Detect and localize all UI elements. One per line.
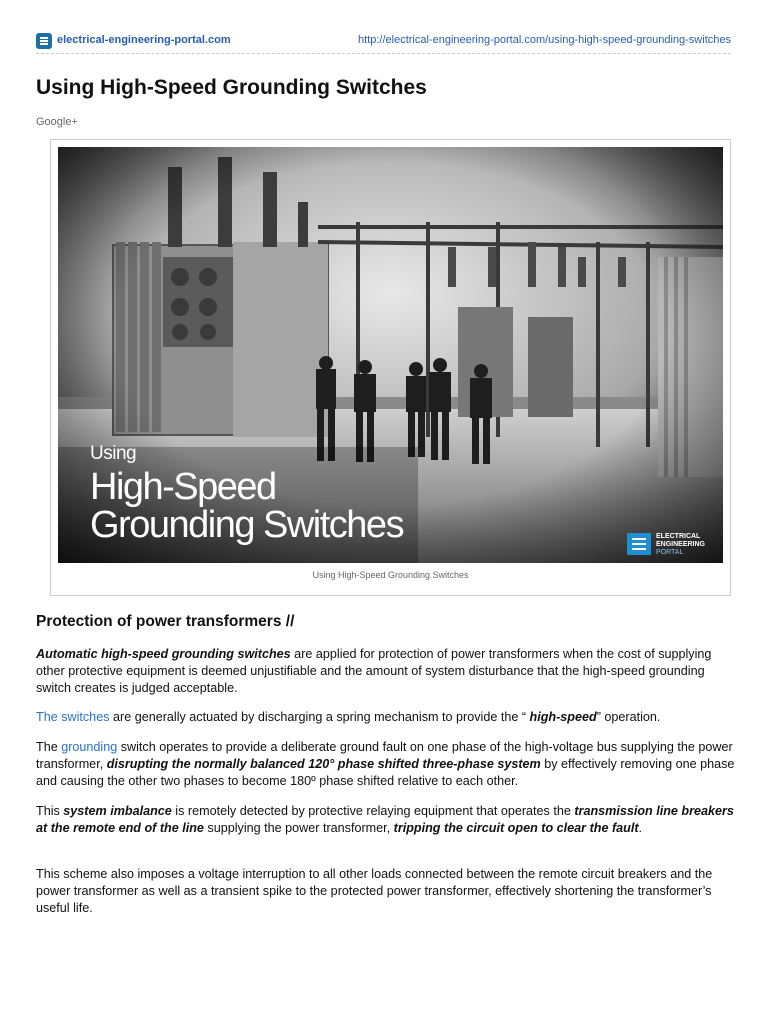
section-heading: Protection of power transformers //	[36, 613, 295, 630]
site-name-link[interactable]: electrical-engineering-portal.com	[57, 34, 231, 46]
featured-photo	[58, 147, 723, 563]
paragraph-5: This scheme also imposes a voltage interruption to all other loads connected between the remote circuit breakers and the power transformer as well as a transient spike to the protected power transformer, effectively shortening the transformer’s useful life.	[36, 867, 713, 915]
overlay-text-line2: Grounding Switches	[90, 504, 404, 546]
eep-logo-icon	[627, 533, 651, 555]
paragraph-2: The switches are generally actuated by discharging a spring mechanism to provide the “ high-speed” operation.	[36, 710, 661, 724]
eep-logo-text: ELECTRICAL ENGINEERING PORTAL	[656, 533, 706, 556]
switches-link[interactable]: The switches	[36, 710, 110, 724]
site-logo-icon[interactable]	[36, 33, 52, 49]
figure-caption: Using High-Speed Grounding Switches	[312, 570, 469, 580]
google-plus-link[interactable]: Google+	[36, 116, 78, 128]
grounding-link[interactable]: grounding	[61, 740, 118, 754]
paragraph-3: The grounding switch operates to provide a deliberate ground fault on one phase of the high-voltage bus supplying the power transformer, disrupting the normally balanced 120° phase shifted three-phase system by effectively removing one phase and causing the other two phases to become 180º phase shifted relative to each other.	[36, 740, 735, 788]
paragraph-1: Automatic high-speed grounding switches are applied for protection of power transformers when the cost of supplying other protective equipment is deemed unjustifiable and the amount of system disturbance that the high-speed grounding switch creates is judged acceptable.	[36, 647, 712, 695]
paragraph-4: This system imbalance is remotely detected by protective relaying equipment that operates the transmission line breakers at the remote end of the line supplying the power transformer, tripping the circuit open to clear the fault.	[36, 804, 734, 835]
article-figure	[50, 139, 731, 596]
top-bar	[36, 32, 731, 54]
overlay-text-line1: High-Speed	[90, 466, 276, 508]
page-url-link[interactable]: http://electrical-engineering-portal.com/using-high-speed-grounding-switches	[358, 34, 731, 46]
page-title: Using High-Speed Grounding Switches	[36, 76, 427, 99]
overlay-text-using: Using	[90, 443, 137, 464]
